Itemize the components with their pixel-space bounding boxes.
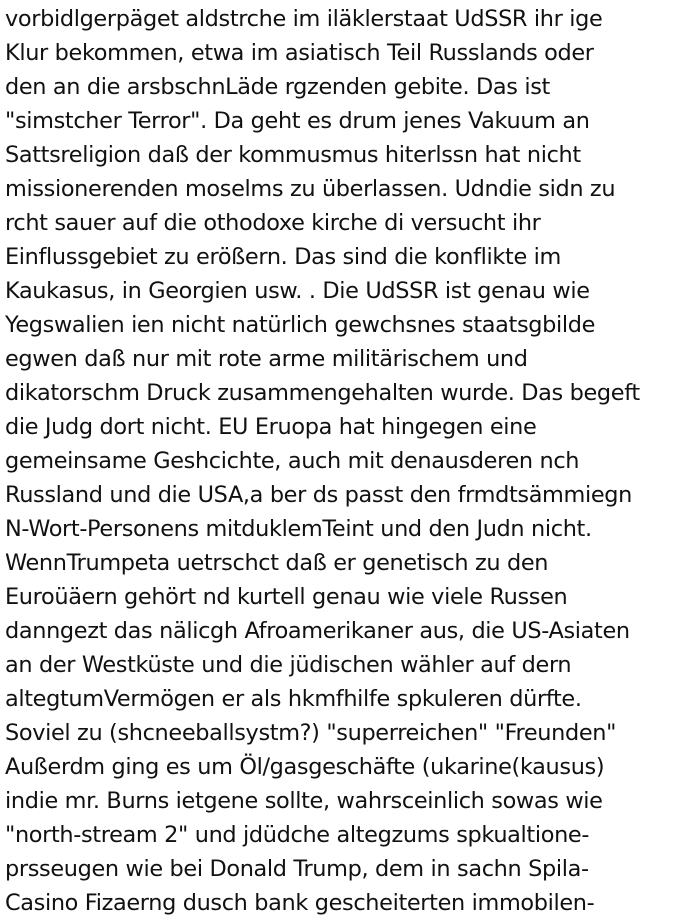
text-line: gemeinsame Geshcichte, auch mit denausderen nch xyxy=(5,448,580,474)
text-line: prsseugen wie bei Donald Trump, dem in sachn Spila- xyxy=(5,856,589,882)
text-line: Einflussgebiet zu erößern. Das sind die konflikte im xyxy=(5,244,561,270)
text-line: missionerenden moselms zu überlassen. Udndie sidn zu xyxy=(5,176,616,202)
text-line: Klur bekommen, etwa im asiatisch Teil Russlands oder xyxy=(5,40,594,66)
text-line: N-Wort-Personens mitduklemTeint und den Judn nicht. xyxy=(5,516,592,542)
text-line: "north-stream 2" und jdüdche altegzums spkualtione- xyxy=(5,822,590,848)
text-line: Sattsreligion daß der kommusmus hiterlssn hat nicht xyxy=(5,142,581,168)
text-line: den an die arsbschnLäde rgzenden gebite. Das ist xyxy=(5,74,550,100)
text-line: indie mr. Burns ietgene sollte, wahrsceinlich sowas wie xyxy=(5,788,603,814)
text-line: Soviel zu (shcneeballsystm?) "superreichen" "Freunden" xyxy=(5,720,617,746)
text-line: Außerdm ging es um Öl/gasgeschäfte (ukarine(kausus) xyxy=(5,754,605,780)
text-line: Casino Fizaerng dusch bank gescheiterten immobilen- xyxy=(5,890,595,916)
text-line: Yegswalien ien nicht natürlich gewchsnes staatsgbilde xyxy=(5,312,596,338)
text-line: rcht sauer auf die othodoxe kirche di versucht ihr xyxy=(5,210,541,236)
text-line: egwen daß nur mit rote arme militärischem und xyxy=(5,346,528,372)
text-line: an der Westküste und die jüdischen wähler auf dern xyxy=(5,652,572,678)
text-line: danngezt das nälicgh Afroamerikaner aus, die US-Asiaten xyxy=(5,618,630,644)
text-line: Kaukasus, in Georgien usw. . Die UdSSR ist genau wie xyxy=(5,278,590,304)
text-line: Russland und die USA,a ber ds passt den frmdtsämmiegn xyxy=(5,482,632,508)
text-line: vorbidlgerpäget aldstrche im iläklerstaat UdSSR ihr ige xyxy=(5,6,603,32)
text-line: "simstcher Terror". Da geht es drum jenes Vakuum an xyxy=(5,108,590,134)
text-line: Euroüäern gehört nd kurtell genau wie viele Russen xyxy=(5,584,568,610)
document-text xyxy=(5,2,681,920)
text-line: dikatorschm Druck zusammengehalten wurde. Das begeft xyxy=(5,380,640,406)
text-line: altegtumVermögen er als hkmfhilfe spkuleren dürfte. xyxy=(5,686,582,712)
text-line: WennTrumpeta uetrschct daß er genetisch zu den xyxy=(5,550,549,576)
text-line: die Judg dort nicht. EU Eruopa hat hingegen eine xyxy=(5,414,537,440)
